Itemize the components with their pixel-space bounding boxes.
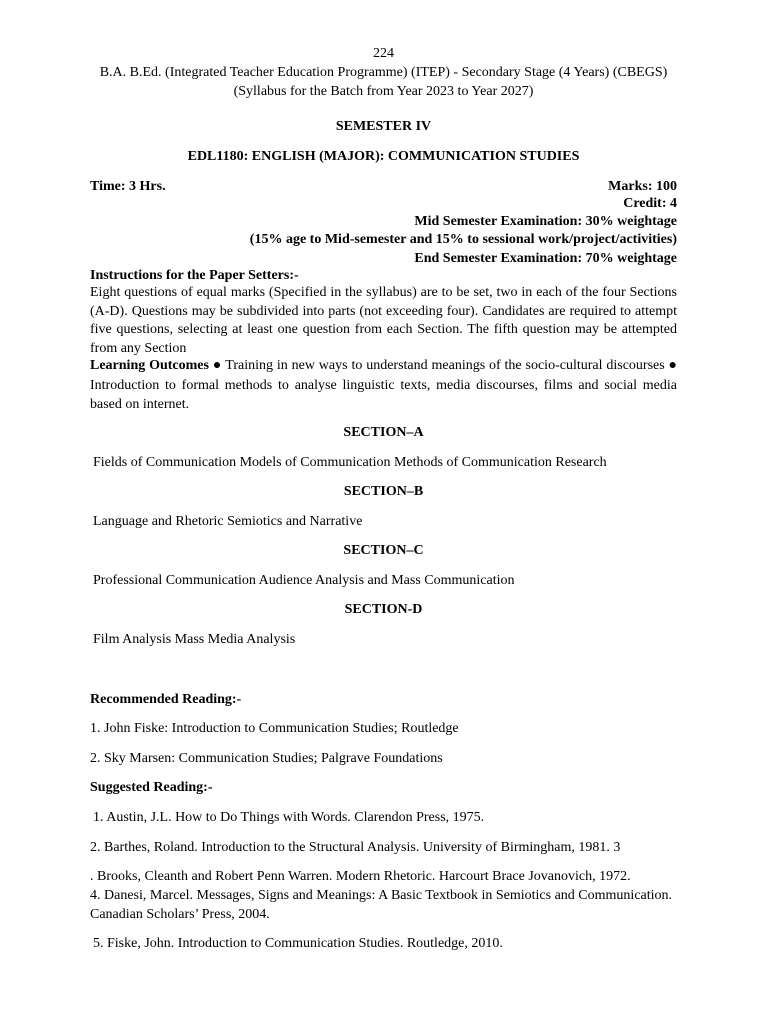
section-c-content: Professional Communication Audience Analysis and Mass Communication xyxy=(93,573,515,588)
section-a-content: Fields of Communication Models of Communication Methods of Communication Research xyxy=(93,455,607,470)
suggested-item: 1. Austin, J.L. How to Do Things with Words. Clarendon Press, 1975. xyxy=(93,810,485,825)
section-c-title: SECTION–C xyxy=(343,543,424,558)
instructions-heading: Instructions for the Paper Setters:- xyxy=(90,268,299,283)
suggested-item: 5. Fiske, John. Introduction to Communication Studies. Routledge, 2010. xyxy=(93,936,503,951)
learning-outcomes xyxy=(90,356,677,415)
suggested-heading: Suggested Reading:- xyxy=(90,780,213,795)
marks-label: Marks: 100 xyxy=(608,179,677,194)
section-b-content: Language and Rhetoric Semiotics and Narrative xyxy=(93,514,363,529)
suggested-item: 4. Danesi, Marcel. Messages, Signs and Meanings: A Basic Textbook in Semiotics and Communication. Canadian Scholars’ Press, 2004. xyxy=(90,888,673,922)
recommended-heading: Recommended Reading:- xyxy=(90,692,242,707)
suggested-item: 2. Barthes, Roland. Introduction to the Structural Analysis. University of Birmingham, 1981. 3 xyxy=(90,840,621,855)
section-a-title: SECTION–A xyxy=(343,425,424,440)
learning-outcomes-text: ● Training in new ways to understand meanings of the socio-cultural discourses ● Introduction to formal methods to analyse linguistic texts, media discourses, films and social media based on internet. xyxy=(90,358,677,412)
learning-outcomes-label: Learning Outcomes xyxy=(90,358,209,373)
end-sem-label: End Semester Examination: 70% weightage xyxy=(414,251,677,266)
mid-sem-label: Mid Semester Examination: 30% weightage xyxy=(414,214,677,229)
time-label: Time: 3 Hrs. xyxy=(90,179,166,194)
instructions-text: Eight questions of equal marks (Specified in the syllabus) are to be set, two in each of the four Sections (A-D). Questions may be subdivided into parts (not exceeding four). Candidates are required to attempt five questions, selecting at least one question from each Section. The fifth question may be attempted from any Section xyxy=(90,285,677,356)
section-d-content: Film Analysis Mass Media Analysis xyxy=(93,632,296,647)
programme-title: B.A. B.Ed. (Integrated Teacher Education Programme) (ITEP) - Secondary Stage (4 Years) (CBEGS) xyxy=(99,65,668,80)
semester-heading: SEMESTER IV xyxy=(335,119,432,134)
recommended-item: 1. John Fiske: Introduction to Communication Studies; Routledge xyxy=(90,721,459,736)
course-title: EDL1180: ENGLISH (MAJOR): COMMUNICATION STUDIES xyxy=(187,149,580,164)
suggested-item: . Brooks, Cleanth and Robert Penn Warren. Modern Rhetoric. Harcourt Brace Jovanovich, 1972. xyxy=(90,869,631,884)
section-d-title: SECTION-D xyxy=(344,602,423,617)
weightage-split: (15% age to Mid-semester and 15% to sessional work/project/activities) xyxy=(249,232,677,247)
page-number: 224 xyxy=(373,46,394,61)
credit-label: Credit: 4 xyxy=(623,196,677,211)
batch-line: (Syllabus for the Batch from Year 2023 to Year 2027) xyxy=(233,84,534,99)
section-b-title: SECTION–B xyxy=(343,484,424,499)
recommended-item: 2. Sky Marsen: Communication Studies; Palgrave Foundations xyxy=(90,751,443,766)
